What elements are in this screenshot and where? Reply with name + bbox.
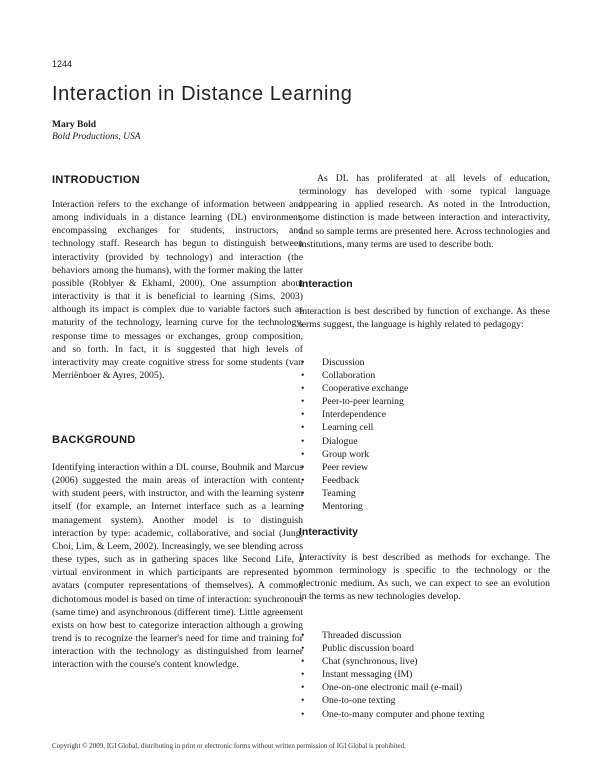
interaction-heading: Interaction <box>299 278 353 290</box>
list-item: • Teaming <box>299 487 550 500</box>
page-number: 1244 <box>52 59 73 69</box>
interaction-list <box>299 356 550 513</box>
author-block <box>52 119 141 143</box>
list-item: • Peer-to-peer learning <box>299 395 550 408</box>
article-title: Interaction in Distance Learning <box>52 83 353 105</box>
list-item: • Public discussion board <box>299 642 550 655</box>
list-item: • Mentoring <box>299 500 550 513</box>
list-item: • Feedback <box>299 474 550 487</box>
background-heading: BACKGROUND <box>52 434 136 446</box>
list-item: • Dialogue <box>299 435 550 448</box>
list-item: • Chat (synchronous, live) <box>299 655 550 668</box>
introduction-heading: INTRODUCTION <box>52 174 140 186</box>
interactivity-heading: Interactivity <box>299 526 358 538</box>
list-item: • Group work <box>299 448 550 461</box>
list-item: • Cooperative exchange <box>299 382 550 395</box>
list-item: • Learning cell <box>299 421 550 434</box>
list-item: • Peer review <box>299 461 550 474</box>
author-affiliation: Bold Productions, USA <box>52 132 141 142</box>
list-item: • Discussion <box>299 356 550 369</box>
list-item: • One-to-one texting <box>299 694 550 707</box>
author-name: Mary Bold <box>52 120 97 130</box>
terminology-paragraph: As DL has proliferated at all levels of education, terminology has developed with some typical language appearing in applied research. As noted in the Introduction, some distinction is made between interaction and interactivity, and so sample terms are presented here. Across technologies and institutions, many terms are used to describe both. <box>299 173 550 250</box>
introduction-paragraph: Interaction refers to the exchange of information between and among individuals in a distance learning (DL) environment, encompassing exchanges for students, instructors, and technology staff. Research has begun to distinguish between interactivity (provided by technology) and interaction (the behaviors among the humans), with the former making the latter possible (Roblyer & Ekhaml, 2000). One assumption about interactivity is that it is beneficial to learning (Sims, 2003) although its impact is complex due to variable factors such as maturity of the technology, learning curve for the technology, response time to messages or exchanges, group composition, and so forth. In fact, it is suggested that high levels of interactivity may create cognitive stress for some students (van Merriënboer & Ayres, 2005). <box>52 199 303 382</box>
interactivity-paragraph: Interactivity is best described as methods for exchange. The common terminology is specific to the technology or the electronic medium. As such, we can expect to see an evolution in the terms as new technologies develop. <box>299 552 550 603</box>
list-item: • One-to-many computer and phone texting <box>299 708 550 721</box>
interactivity-list <box>299 629 550 721</box>
list-item: • Interdependence <box>299 408 550 421</box>
copyright-notice: Copyright © 2009, IGI Global, distributing in print or electronic forms without written permission of IGI Global is prohibited. <box>52 742 406 750</box>
list-item: • One-on-one electronic mail (e-mail) <box>299 681 550 694</box>
list-item: • Threaded discussion <box>299 629 550 642</box>
interaction-paragraph: Interaction is best described by function of exchange. As these terms suggest, the language is highly related to pedagogy: <box>299 306 550 331</box>
list-item: • Instant messaging (IM) <box>299 668 550 681</box>
background-paragraph: Identifying interaction within a DL course, Bouhnik and Marcus (2006) suggested the main areas of interaction with content, with student peers, with instructor, and with the learning system itself (for example, an Internet interface such as a learning management system). Another model is to distinguish interaction by type: academic, collaborative, and social (Jung, Choi, Lim, & Leem, 2002). Increasingly, we see blending across these types, such as in gathering spaces like Second Life, a virtual environment in which participants are represented by avatars (computer representations of themselves). A common dichotomous model is based on time of interaction: synchronous (same time) and asynchronous (different time). Little agreement exists on how best to categorize interaction although a growing trend is to recognize the learner's need for time and training for interaction with the technology as distinguished from learner interaction with the course's content knowledge. <box>52 462 303 671</box>
list-item: • Collaboration <box>299 369 550 382</box>
